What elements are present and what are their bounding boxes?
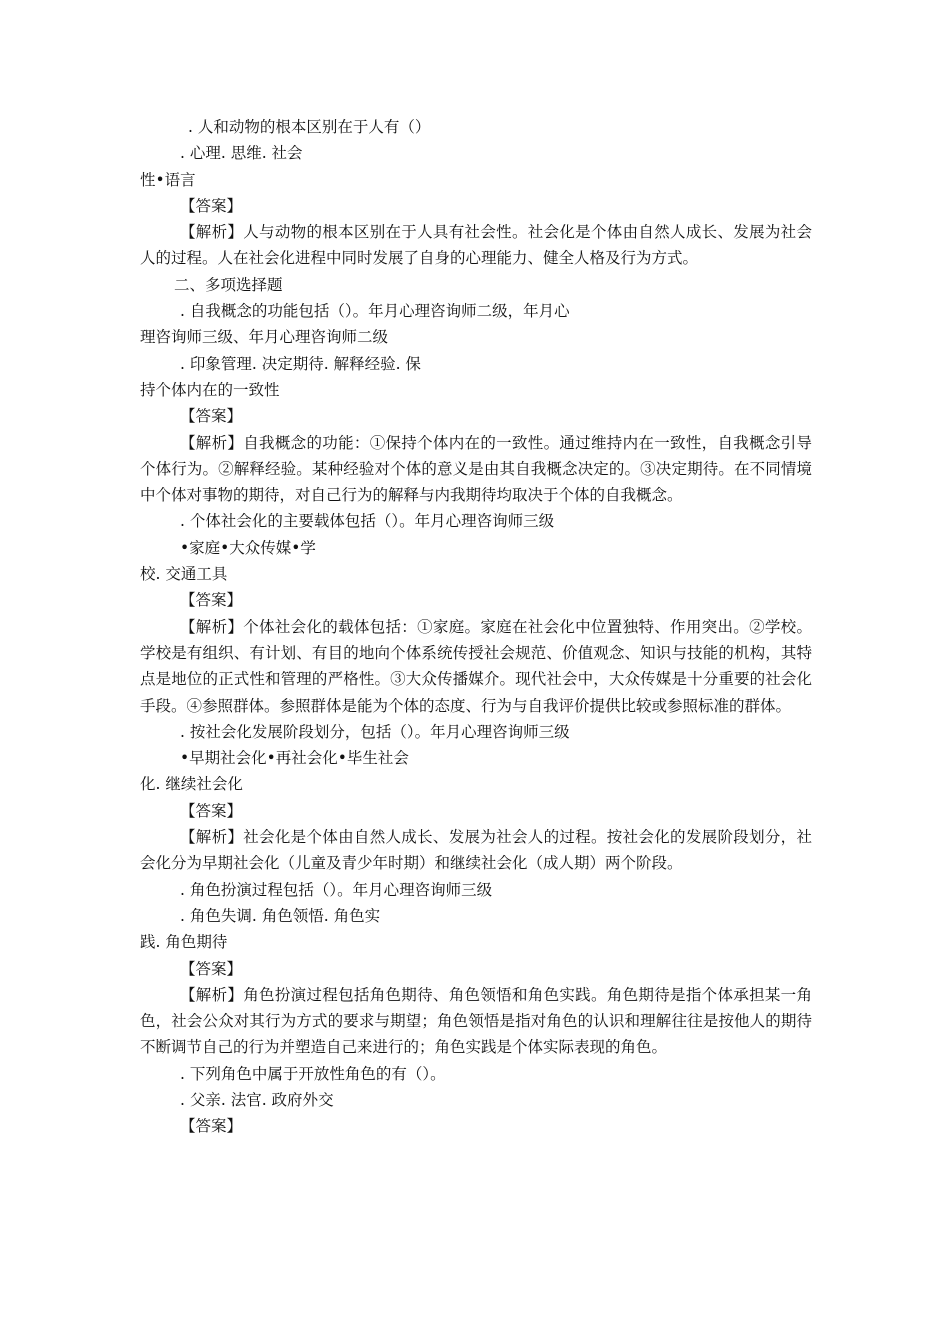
answer-label: 【答案】 [180,1117,243,1136]
question-options: . 父亲. 法官. 政府外交 [180,1090,334,1109]
section-heading: 二、多项选择题 [174,275,283,294]
question-options-cont: 校. 交通工具 [140,565,228,584]
question-options-cont: 化. 继续社会化 [140,775,243,794]
answer-label: 【答案】 [180,959,243,978]
question-stem-cont: 理咨询师三级、年月心理咨询师二级 [140,328,389,347]
question-stem: . 按社会化发展阶段划分，包括（）。年月心理咨询师三级 [180,722,570,741]
question-stem: . 下列角色中属于开放性角色的有（）。 [180,1064,446,1083]
analysis-paragraph: 【解析】人与动物的根本区别在于人具有社会性。社会化是个体由自然人成长、发展为社会人的过程。人在社会化进程中同时发展了自身的心理能力、健全人格及行为方式。 [140,223,812,268]
analysis-paragraph: 【解析】个体社会化的载体包括：①家庭。家庭在社会化中位置独特、作用突出。②学校。学校是有组织、有计划、有目的地向个体系统传授社会规范、价值观念、知识与技能的机构，其特点是地位的正式性和管理的严格性。③大众传播媒介。现代社会中，大众传媒是十分重要的社会化手段。④参照群体。参照群体是能为个体的态度、行为与自我评价提供比较或参照标准的群体。 [140,617,812,715]
question-options: •早期社会化•再社会化•毕生社会 [180,749,409,768]
question-stem: . 人和动物的根本区别在于人有（） [188,118,431,136]
question-stem: . 角色扮演过程包括（）。年月心理咨询师三级 [180,880,493,899]
answer-label: 【答案】 [180,801,243,820]
question-options-cont: 践. 角色期待 [140,933,228,952]
question-options-cont: 持个体内在的一致性 [140,380,280,399]
answer-label: 【答案】 [180,591,243,610]
answer-label: 【答案】 [180,196,243,215]
question-options: . 角色失调. 角色领悟. 角色实 [180,906,381,925]
answer-label: 【答案】 [180,407,243,426]
question-options-cont: 性•语言 [140,170,196,189]
question-stem: . 自我概念的功能包括（）。年月心理咨询师二级，年月心 [180,302,570,321]
analysis-paragraph: 【解析】自我概念的功能：①保持个体内在的一致性。通过维持内在一致性，自我概念引导个体行为。②解释经验。某种经验对个体的意义是由其自我概念决定的。③决定期待。在不同情境中个体对事物的期待，对自己行为的解释与内我期待均取决于个体的自我概念。 [140,433,812,505]
question-options: . 印象管理. 决定期待. 解释经验. 保 [180,354,421,373]
analysis-paragraph: 【解析】角色扮演过程包括角色期待、角色领悟和角色实践。角色期待是指个体承担某一角色，社会公众对其行为方式的要求与期望；角色领悟是指对角色的认识和理解往往是按他人的期待不断调节自己的行为并塑造自己来进行的；角色实践是个体实际表现的角色。 [140,985,812,1057]
question-stem: . 个体社会化的主要载体包括（）。年月心理咨询师三级 [180,512,555,531]
question-options: •家庭•大众传媒•学 [180,538,316,557]
question-options: . 心理. 思维. 社会 [180,144,303,163]
analysis-paragraph: 【解析】社会化是个体由自然人成长、发展为社会人的过程。按社会化的发展阶段划分，社会化分为早期社会化（儿童及青少年时期）和继续社会化（成人期）两个阶段。 [140,828,812,873]
document-body [140,114,812,1140]
